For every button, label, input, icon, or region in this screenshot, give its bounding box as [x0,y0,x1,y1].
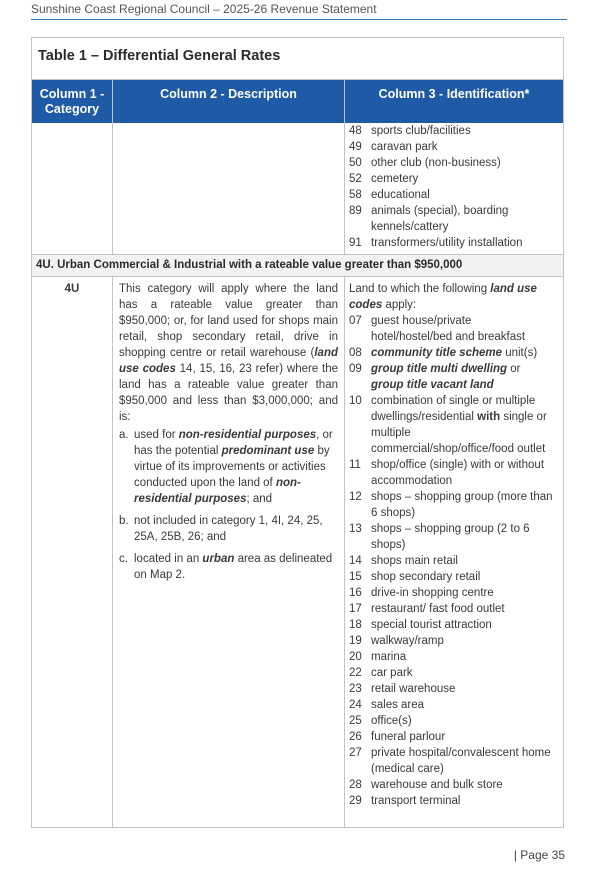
code-text [371,123,563,139]
code-text-part: marina [371,651,407,663]
code-number: 22 [349,667,362,679]
code-text [371,777,563,793]
list-item [349,235,563,251]
code-text [371,729,563,745]
code-text [371,601,563,617]
criteria-item-b: b. not included in category 1, 4I, 24, 25, 25A, 25B, 26; and [119,515,323,543]
code-number: 12 [349,491,362,503]
list-item [349,585,563,601]
identification-cell-continued [345,123,563,254]
code-text-part: retail warehouse [371,683,456,695]
list-item [349,649,563,665]
code-emphasis [371,347,502,359]
code-text [371,171,563,187]
code-text [371,745,563,777]
code-text [371,713,563,729]
code-text [371,633,563,649]
code-emphasis [371,379,494,391]
code-text-part: restaurant/ fast food outlet [371,603,505,615]
code-text-part: shops main retail [371,555,458,567]
code-text [371,203,563,235]
code-text-part: transformers/utility installation [371,237,523,249]
code-text [371,617,563,633]
list-item [349,393,563,457]
section-heading-4u: 4U. Urban Commercial & Industrial with a rateable value greater than $950,000 [32,255,563,277]
code-text [371,361,563,393]
code-text-part: caravan park [371,141,438,153]
code-text-part: sports club/facilities [371,125,471,137]
list-item [349,139,563,155]
list-item [349,665,563,681]
page-header: Sunshine Coast Regional Council – 2025-26 Revenue Statement [31,2,567,20]
code-text-part: car park [371,667,413,679]
code-text-part: funeral parlour [371,731,446,743]
list-item [349,521,563,553]
criteria-item-c: c. located in an urban area as delineated on Map 2. [119,553,333,581]
list-item [349,729,563,745]
list-item [349,489,563,521]
category-cell-empty [32,123,113,254]
code-number: 14 [349,555,362,567]
list-item [349,777,563,793]
code-number: 10 [349,395,362,407]
rates-table [31,37,564,828]
code-text [371,649,563,665]
table-title: Table 1 – Differential General Rates [32,38,563,80]
criteria-item-a: a. used for non-residential purposes, or has the potential predominant use by virtue of its improvements or activities conducted upon the land of non-residential purposes; and [119,429,333,505]
code-text-part: educational [371,189,430,201]
list-item [349,681,563,697]
list-item [349,123,563,139]
code-emphasis-text: group title vacant land [371,379,494,391]
table-row-continued [32,123,563,255]
code-text [371,489,563,521]
code-text-part: shops – shopping group (2 to 6 shops) [371,523,530,551]
code-number: 27 [349,747,362,759]
code-text [371,139,563,155]
identification-cell [345,277,563,828]
description-paragraph: This category will apply where the land has a rateable value greater than $950,000; or, for land used for shops main retail, shop secondary retail, drive in shopping centre or retail warehouse (land use codes 14, 15, 16, 23 refer) where the land has a rateable value greater than $950,000 and less than $3,000,000; and is: [119,283,338,423]
code-number: 09 [349,363,362,375]
code-text-part: warehouse and bulk store [371,779,503,791]
code-text [371,521,563,553]
code-text [371,553,563,569]
list-item [349,713,563,729]
list-item [349,697,563,713]
code-text-part: cemetery [371,173,419,185]
description-cell [113,277,345,828]
code-emphasis-text: group title multi dwelling [371,363,508,375]
code-text-part: other club (non-business) [371,157,501,169]
list-item [349,553,563,569]
code-text-part: shop/office (single) with or without accommodation [371,459,545,487]
code-number: 58 [349,189,362,201]
code-text [371,665,563,681]
code-text [371,155,563,171]
code-text-part: or [507,363,521,375]
code-text [371,793,563,809]
code-number: 89 [349,205,362,217]
code-text-part: sales area [371,699,425,711]
code-text-part: transport terminal [371,795,461,807]
code-number: 49 [349,141,362,153]
code-text-part: special tourist attraction [371,619,492,631]
code-number: 23 [349,683,362,695]
code-number: 24 [349,699,362,711]
code-number: 52 [349,173,362,185]
code-text [371,569,563,585]
list-item [349,187,563,203]
code-number: 07 [349,315,362,327]
list-item [349,617,563,633]
page-number: | Page 35 [513,848,565,862]
table-row-4u [32,277,563,828]
code-text-part: animals (special), boarding kennels/cattery [371,205,509,233]
code-number: 08 [349,347,362,359]
code-text [371,681,563,697]
code-number: 25 [349,715,362,727]
code-number: 26 [349,731,362,743]
column-3-header: Column 3 - Identification* [378,87,530,101]
code-number: 50 [349,157,362,169]
list-item [349,155,563,171]
code-number: 48 [349,125,362,137]
code-number: 28 [349,779,362,791]
code-number: 16 [349,587,362,599]
code-text-part: guest house/private hotel/hostel/bed and breakfast [371,315,526,343]
code-text [371,457,563,489]
code-text-part: single or multiple commercial/shop/office/food outlet [371,411,547,455]
list-item [349,345,563,361]
code-text-part: shops – shopping group (more than 6 shops) [371,491,553,519]
list-item [349,313,563,345]
code-text [371,313,563,345]
column-1-header: Column 1 - Category [32,80,113,123]
list-item [349,601,563,617]
code-text [371,345,563,361]
code-text-part: private hospital/convalescent home (medical care) [371,747,551,775]
code-emphasis-text: community title scheme [371,347,503,359]
column-2-header: Column 2 - Description [113,80,345,123]
code-emphasis [371,363,507,375]
code-text [371,235,563,251]
code-text [371,585,563,601]
code-text [371,393,563,457]
code-number: 20 [349,651,362,663]
list-item [349,793,563,809]
list-item [349,569,563,585]
list-item [349,361,563,393]
code-number: 29 [349,795,362,807]
list-item [349,633,563,649]
list-item [349,171,563,187]
identification-intro: Land to which the following land use codes apply: [349,283,537,311]
code-number: 13 [349,523,362,535]
category-cell: 4U [32,277,113,828]
code-text-part: unit(s) [502,347,538,359]
code-text-part: drive-in shopping centre [371,587,494,599]
list-item [349,203,563,235]
code-number: 18 [349,619,362,631]
list-item [349,745,563,777]
code-text-part: office(s) [371,715,412,727]
description-cell-empty [113,123,345,254]
code-text-part: combination of single or multiple dwellings/residential [371,395,536,423]
code-text-part: walkway/ramp [371,635,444,647]
code-number: 15 [349,571,362,583]
code-number: 17 [349,603,362,615]
code-text [371,187,563,203]
code-text-part: shop secondary retail [371,571,481,583]
code-text [371,697,563,713]
list-item [349,457,563,489]
continued-code-list [345,123,563,251]
code-strong: with [477,411,501,423]
code-number: 19 [349,635,362,647]
criteria-list [119,427,338,583]
land-use-code-list [345,313,563,809]
code-number: 11 [349,459,361,471]
code-number: 91 [349,237,362,249]
table-header-row [32,80,563,123]
